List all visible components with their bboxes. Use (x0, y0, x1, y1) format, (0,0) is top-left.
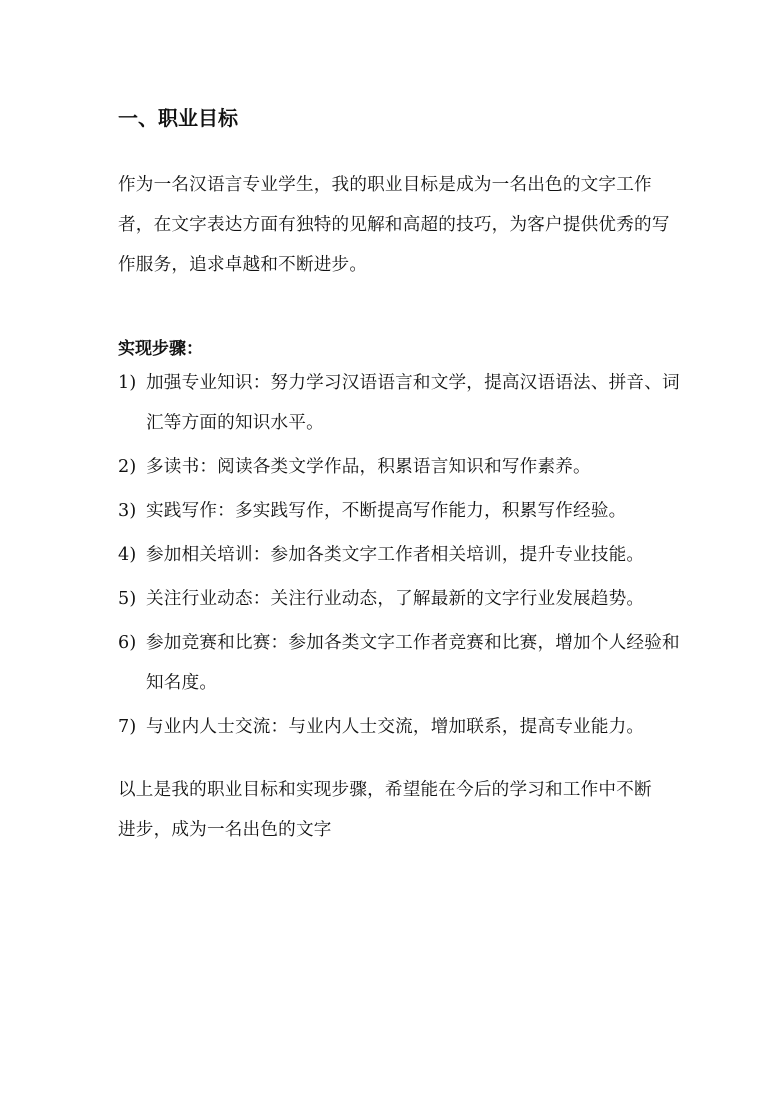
intro-paragraph: 作为一名汉语言专业学生，我的职业目标是成为一名出色的文字工作者，在文字表达方面有独特的见解和高超的技巧，为客户提供优秀的写作服务，追求卓越和不断进步。 (118, 175, 670, 275)
list-item (118, 447, 688, 487)
list-item (118, 579, 688, 619)
step-text: 参加相关培训：参加各类文字工作者相关培训，提升专业技能。 (146, 545, 645, 565)
step-number: 5) (118, 589, 137, 609)
step-number: 7) (118, 717, 137, 737)
step-text: 多读书：阅读各类文学作品，积累语言知识和写作素养。 (146, 457, 591, 477)
section-heading: 一、职业目标 (118, 106, 238, 130)
step-text: 参加竞赛和比赛：参加各类文字工作者竞赛和比赛，增加个人经验和知名度。 (146, 633, 680, 693)
list-item (118, 491, 688, 531)
list-item (118, 707, 688, 747)
step-number: 4) (118, 545, 137, 565)
list-item (118, 623, 688, 703)
step-text: 关注行业动态：关注行业动态，了解最新的文字行业发展趋势。 (146, 589, 645, 609)
step-text: 实践写作：多实践写作，不断提高写作能力，积累写作经验。 (146, 501, 627, 521)
step-number: 2) (118, 457, 137, 477)
step-text: 加强专业知识：努力学习汉语语言和文学，提高汉语语法、拼音、词汇等方面的知识水平。 (146, 373, 680, 433)
step-number: 6) (118, 633, 137, 653)
steps-heading: 实现步骤： (118, 339, 203, 359)
step-number: 3) (118, 501, 137, 521)
step-number: 1) (118, 373, 137, 393)
list-item (118, 535, 688, 575)
conclusion-paragraph: 以上是我的职业目标和实现步骤，希望能在今后的学习和工作中不断进步，成为一名出色的文字 (118, 780, 652, 840)
step-text: 与业内人士交流：与业内人士交流，增加联系，提高专业能力。 (146, 717, 645, 737)
list-item (118, 363, 688, 443)
steps-list (118, 363, 688, 751)
